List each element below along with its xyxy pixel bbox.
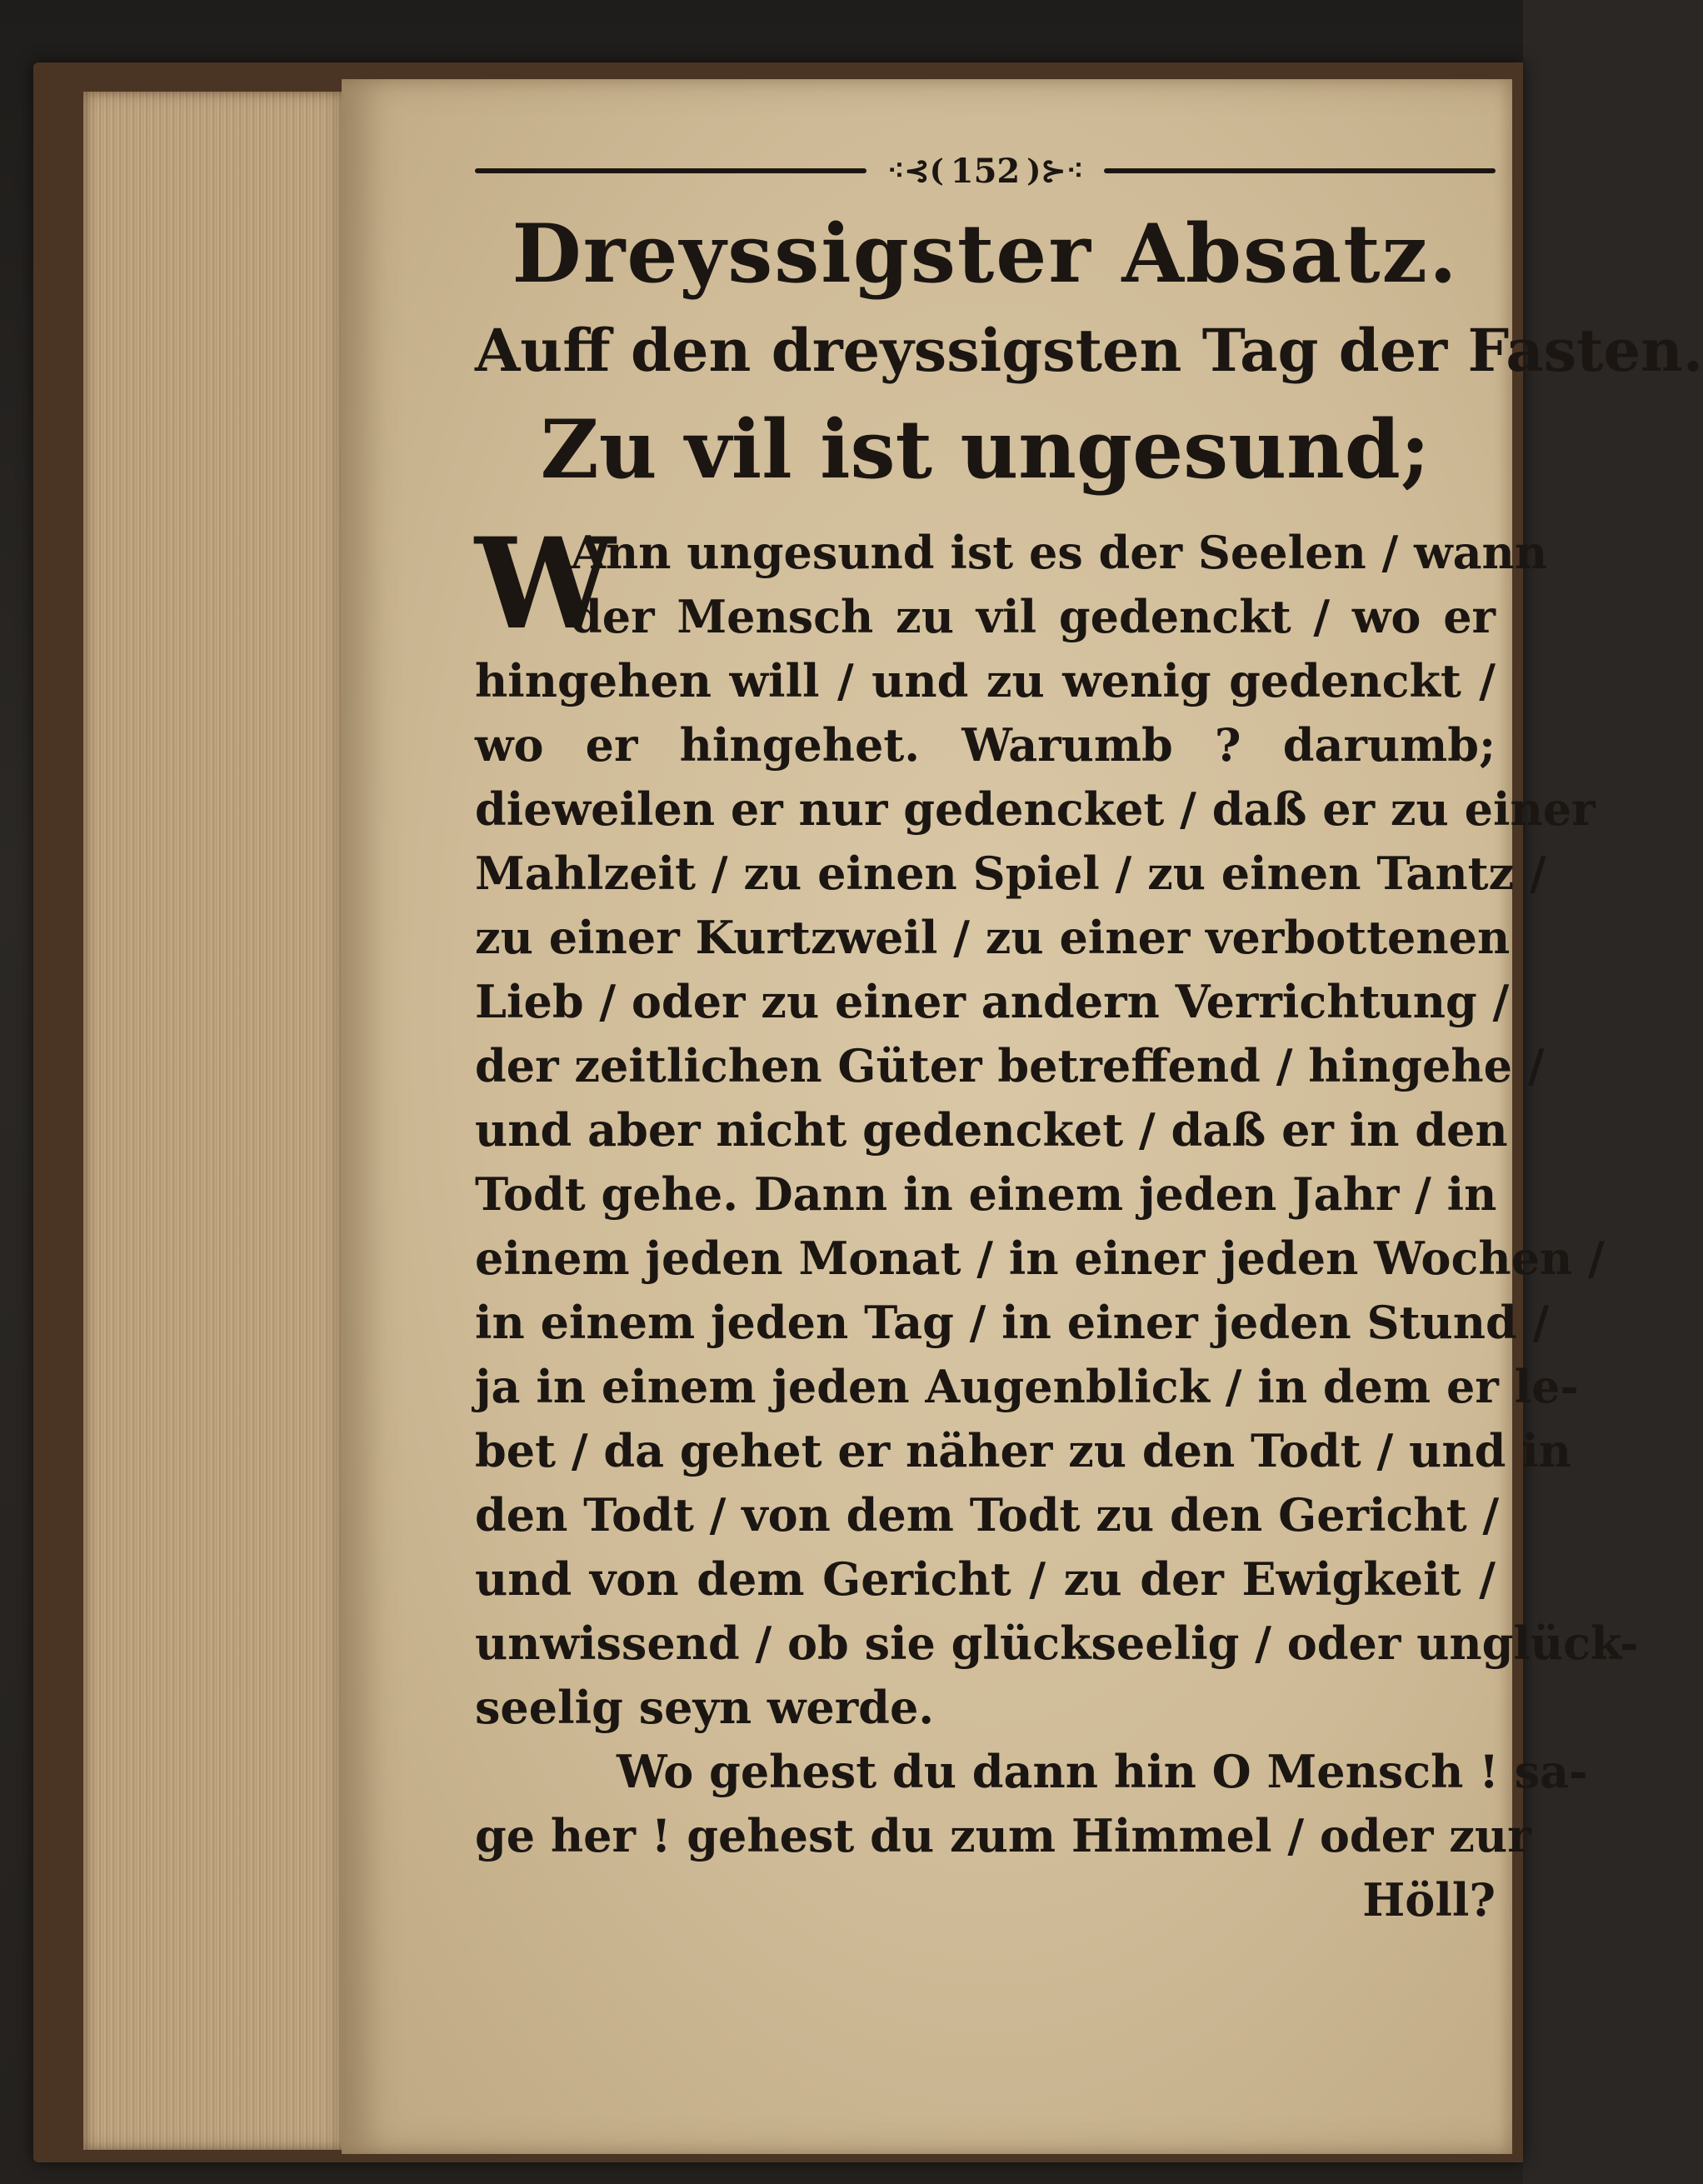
text-line: Mahlzeit / zu einen Spiel / zu einen Tantz / xyxy=(475,847,1546,900)
page-number-group xyxy=(881,152,1088,191)
page-text-block xyxy=(475,146,1703,1932)
header-rule-left xyxy=(475,168,866,173)
text-line: dieweilen er nur gedencket / daß er zu einer xyxy=(475,782,1596,836)
header-rule-right xyxy=(1104,168,1496,173)
text-line: der Mensch zu vil gedenckt / wo er xyxy=(571,590,1496,643)
text-line: und von dem Gericht / zu der Ewigkeit / xyxy=(475,1552,1496,1606)
text-line: zu einer Kurtzweil / zu einer verbottenen xyxy=(475,911,1511,964)
text-line: in einem jeden Tag / in einer jeden Stund / xyxy=(475,1296,1550,1349)
paragraph-1 xyxy=(475,511,1639,1740)
page-edges xyxy=(83,92,350,2150)
ornament-right: )⊱⁖ xyxy=(1026,153,1084,188)
text-line: hingehen will / und zu wenig gedenckt / xyxy=(475,654,1496,707)
paragraph-2 xyxy=(475,1740,1588,1932)
text-line: seelig seyn werde. xyxy=(475,1681,935,1734)
section-subtitle: Auff den dreyssigsten Tag der Fasten. xyxy=(475,316,1703,385)
drop-cap: W xyxy=(475,511,616,657)
text-line: den Todt / von dem Todt zu den Gericht / xyxy=(475,1488,1500,1542)
page-number: 152 xyxy=(950,151,1021,191)
text-line: ja in einem jeden Augenblick / in dem er le- xyxy=(475,1360,1579,1413)
page-header xyxy=(475,146,1496,196)
text-line: Höll? xyxy=(1362,1873,1496,1927)
text-line: und aber nicht gedencket / daß er in den xyxy=(475,1103,1508,1157)
section-title: Dreyssigster Absatz. xyxy=(512,207,1459,301)
text-line: unwissend / ob sie glückseelig / oder unglück- xyxy=(475,1617,1639,1670)
text-line: wo er hingehet. Warumb ? darumb; xyxy=(475,718,1496,772)
text-line: der zeitlichen Güter betreffend / hingehe / xyxy=(475,1039,1545,1092)
text-line: bet / da gehet er näher zu den Todt / und in xyxy=(475,1424,1571,1477)
ornament-left: ⁖⊰( xyxy=(886,153,944,188)
text-line: einem jeden Monat / in einer jeden Wochen / xyxy=(475,1232,1605,1285)
text-line: Todt gehe. Dann in einem jeden Jahr / in xyxy=(475,1167,1497,1221)
text-line: ge her ! gehest du zum Himmel / oder zur xyxy=(475,1809,1531,1862)
text-line: Wo gehest du dann hin O Mensch ! sa- xyxy=(617,1745,1588,1798)
line-text: Ann ungesund ist es der Seelen / wann xyxy=(571,526,1548,579)
text-line: Lieb / oder zu einer andern Verrichtung / xyxy=(475,975,1510,1028)
section-motto: Zu vil ist ungesund; xyxy=(540,402,1431,497)
